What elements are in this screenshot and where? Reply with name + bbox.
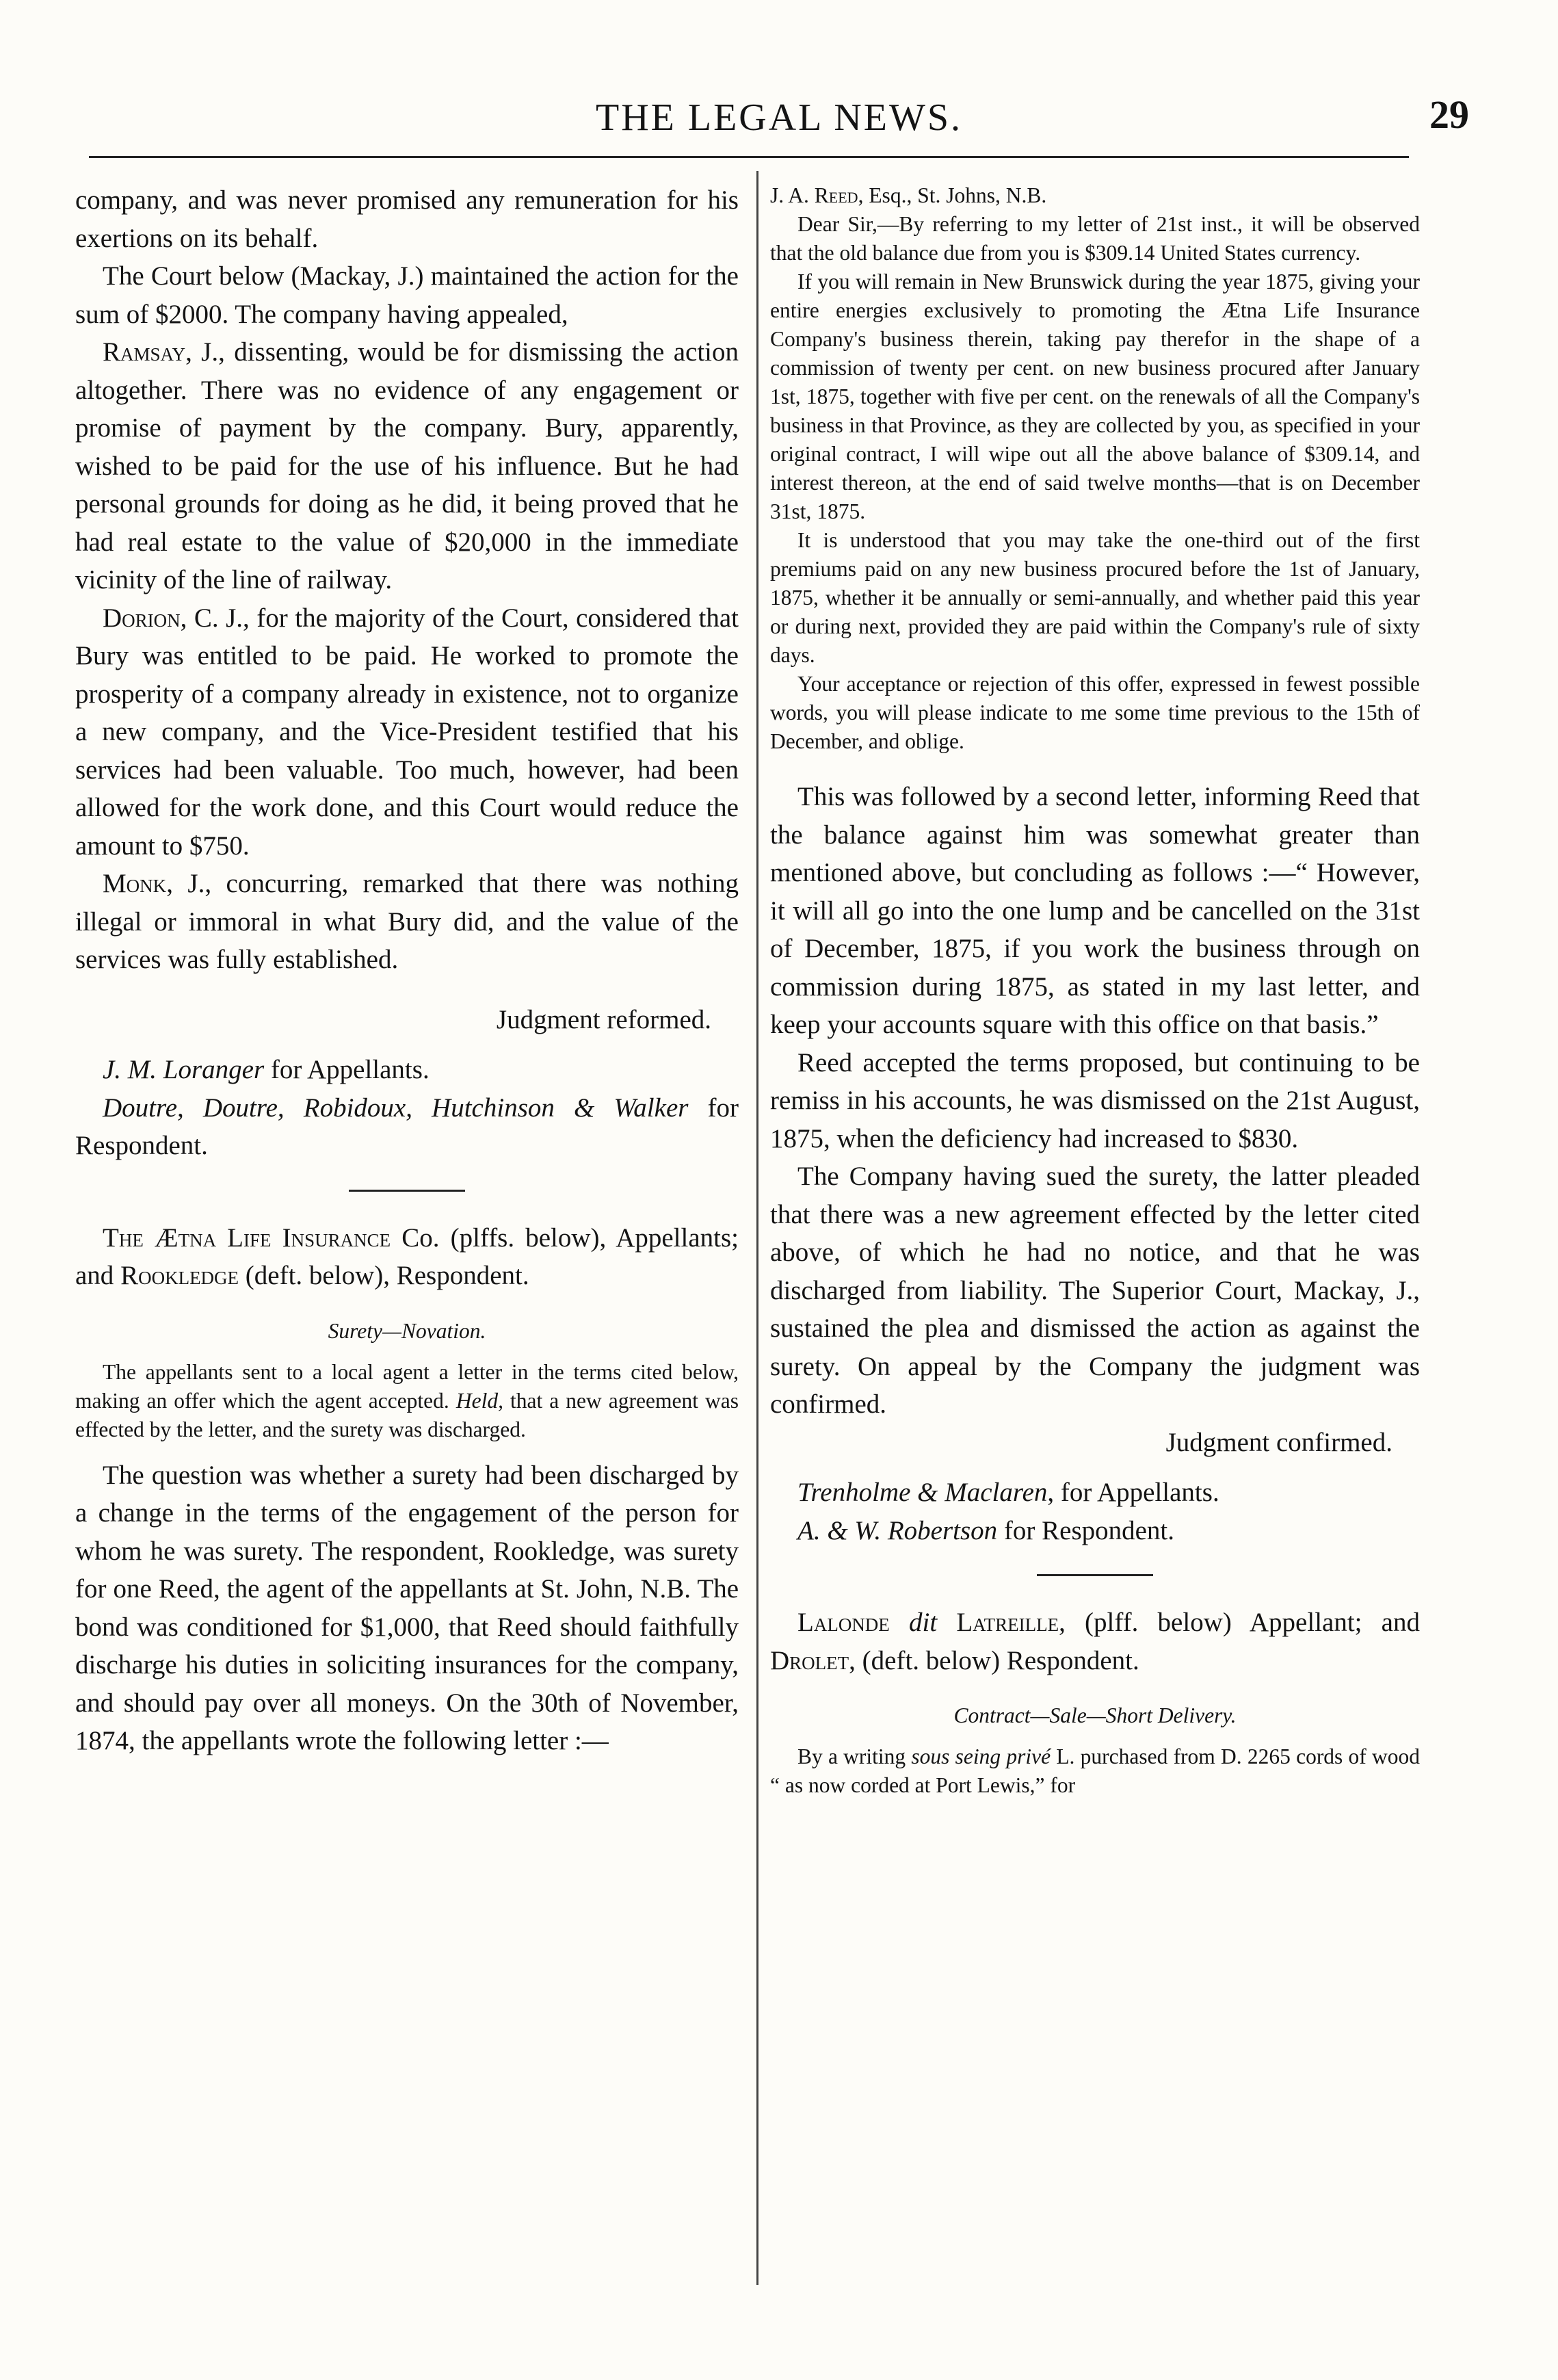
- column-divider: [756, 171, 758, 2285]
- case-title-text: , (deft. below) Respondent.: [849, 1645, 1139, 1675]
- opinion-text: , J., dissenting, would be for dismissing the action altogether. There was no evidence of any engagement or promise of payment by the company. Bury, apparently, wished to be paid for the use of his influence. But he had personal grounds for doing as he did, it being proved that he had real estate to the value of $20,000 in the immediate vicinity of the line of railway.: [75, 337, 739, 594]
- judge-name: Dorion: [103, 603, 181, 633]
- counsel-role: for Respondent.: [997, 1515, 1175, 1545]
- counsel-role: for Respondent.: [75, 1093, 739, 1160]
- judgment-line: Judgment confirmed.: [1165, 1427, 1392, 1457]
- held-label: Held,: [455, 1388, 503, 1413]
- paragraph: The question was whether a surety had been discharged by a change in the terms of the engagement of the person for whom he was surety. The respondent, Rookledge, was surety for one Reed, the agent of the appellants at St. John, N.B. The bond was conditioned for $1,000, that Reed should faithfully discharge his duties in soliciting insurances for the company, and should pay over all moneys. On the 30th of November, 1874, the appellants wrote the following letter :—: [75, 1460, 739, 1755]
- left-column: [75, 181, 739, 1760]
- judge-name: Monk: [103, 869, 167, 898]
- opinion-text: , C. J., for the majority of the Court, considered that Bury was entitled to be paid. He worked to promote the prosperity of a company already in existence, not to organize a new company, and the Vice-President testified that his services had been valuable. Too much, however, had been allowed for the work done, and this Court would reduce the amount to $750.: [75, 603, 739, 861]
- right-column: [770, 181, 1420, 1800]
- party-name: Lalonde: [797, 1608, 890, 1637]
- case-subject: Contract—Sale—Short Delivery.: [953, 1703, 1237, 1727]
- counsel-line: [770, 1512, 1420, 1550]
- paragraph: The Court below (Mackay, J.) maintained the action for the sum of $2000. The company having appealed,: [75, 261, 739, 329]
- opinion-text: , J., concurring, remarked that there was nothing illegal or immoral in what Bury did, and the value of the services was fully established.: [75, 869, 739, 974]
- headnote-text: By a writing: [797, 1744, 912, 1768]
- counsel-name: Trenholme & Maclaren: [797, 1478, 1048, 1507]
- running-head: [0, 82, 1558, 151]
- case-title-text: dit: [889, 1608, 957, 1637]
- party-name: Latreille: [956, 1608, 1059, 1637]
- addressee-text: , Esq., St. Johns, N.B.: [858, 183, 1047, 207]
- party-name: Rookledge: [120, 1261, 239, 1290]
- headnote: [770, 1742, 1420, 1800]
- section-rule: [1037, 1574, 1153, 1576]
- counsel-line: [75, 1089, 739, 1165]
- letter-paragraph: Dear Sir,—By referring to my letter of 21st inst., it will be observed that the old balance due from you is $309.14 United States currency.: [770, 212, 1420, 265]
- headnote-text: L. purchased from D. 2265 cords of wood “ as now corded at Port Lewis,” for: [770, 1744, 1420, 1797]
- headnote-text: that a new agreement was effected by the letter, and the surety was discharged.: [75, 1388, 739, 1441]
- counsel-name: A. & W. Robertson: [797, 1515, 998, 1545]
- counsel-role: for Appellants.: [264, 1055, 430, 1084]
- paragraph: Reed accepted the terms proposed, but continuing to be remiss in his accounts, he was dismissed on the 21st August, 1875, when the deficiency had increased to $830.: [770, 1047, 1420, 1153]
- judgment-line: Judgment reformed.: [496, 1004, 711, 1034]
- counsel-name: Doutre, Doutre, Robidoux, Hutchinson & Walker: [103, 1093, 689, 1123]
- case-title: [75, 1219, 739, 1295]
- headnote: [75, 1358, 739, 1444]
- opinion-paragraph: [75, 333, 739, 599]
- judge-name: Ramsay: [103, 337, 186, 367]
- counsel-line: [75, 1051, 739, 1089]
- paragraph: company, and was never promised any remuneration for his exertions on its behalf.: [75, 185, 739, 253]
- case-title-text: , (plff. below) Appellant; and: [1059, 1608, 1420, 1637]
- counsel-role: , for Appellants.: [1047, 1478, 1219, 1507]
- party-name: The Ætna Life Insurance: [103, 1222, 391, 1253]
- counsel-line: [770, 1474, 1420, 1512]
- page-number: 29: [1429, 92, 1469, 137]
- page-title: THE LEGAL NEWS.: [596, 96, 962, 139]
- paragraph: The Company having sued the surety, the latter pleaded that there was a new agreement effected by the letter cited above, of which he had no notice, and that he was discharged from liability. The Superior Court, Mackay, J., sustained the plea and dismissed the action as against the surety. On appeal by the Company the judgment was confirmed.: [770, 1162, 1420, 1419]
- section-rule: [349, 1190, 465, 1192]
- letter-paragraph: It is understood that you may take the one-third out of the first premiums paid on any new business procured before the 1st of January, 1875, whether it be annually or semi-annually, and whether paid this year or during next, provided they are paid within the Company's rule of sixty days.: [770, 528, 1420, 667]
- addressee-name: Reed: [814, 183, 858, 207]
- case-subject: Surety—Novation.: [328, 1318, 486, 1343]
- case-title-text: Co. (plffs. below), Appellants; and: [75, 1222, 739, 1290]
- case-title: [770, 1604, 1420, 1679]
- letter-addressee: [770, 181, 1420, 210]
- headnote-text: The appellants sent to a local agent a letter in the terms cited below, making an offer which the agent accepted.: [75, 1359, 739, 1413]
- opinion-paragraph: [75, 599, 739, 865]
- paragraph: This was followed by a second letter, informing Reed that the balance against him was somewhat greater than mentioned above, but concluding as follows :—“ However, it will all go into the one lump and be cancelled on the 31st of December, 1875, if you work the business through on commission during 1875, as stated in my last letter, and keep your accounts square with this office on that basis.”: [770, 782, 1420, 1039]
- letter-paragraph: If you will remain in New Brunswick during the year 1875, giving your entire energies exclusively to promoting the Ætna Life Insurance Company's business therein, taking pay therefor in the shape of a commission of twenty per cent. on new business procured after January 1st, 1875, together with five per cent. on the renewals of all the Company's business in that Province, as they are collected by you, as specified in your original contract, I will wipe out all the above balance of $309.14, and interest thereon, at the end of said twelve months—that is on December 31st, 1875.: [770, 270, 1420, 523]
- headnote-italic: sous seing privé: [911, 1744, 1051, 1768]
- opinion-paragraph: [75, 865, 739, 979]
- party-name: Drolet: [770, 1645, 849, 1675]
- header-rule: [89, 156, 1409, 158]
- counsel-name: J. M. Loranger: [103, 1055, 265, 1084]
- case-title-text: (deft. below), Respondent.: [239, 1261, 529, 1290]
- letter-paragraph: Your acceptance or rejection of this offer, expressed in fewest possible words, you will please indicate to me some time previous to the 15th of December, and oblige.: [770, 672, 1420, 753]
- addressee-text: J. A.: [770, 183, 815, 207]
